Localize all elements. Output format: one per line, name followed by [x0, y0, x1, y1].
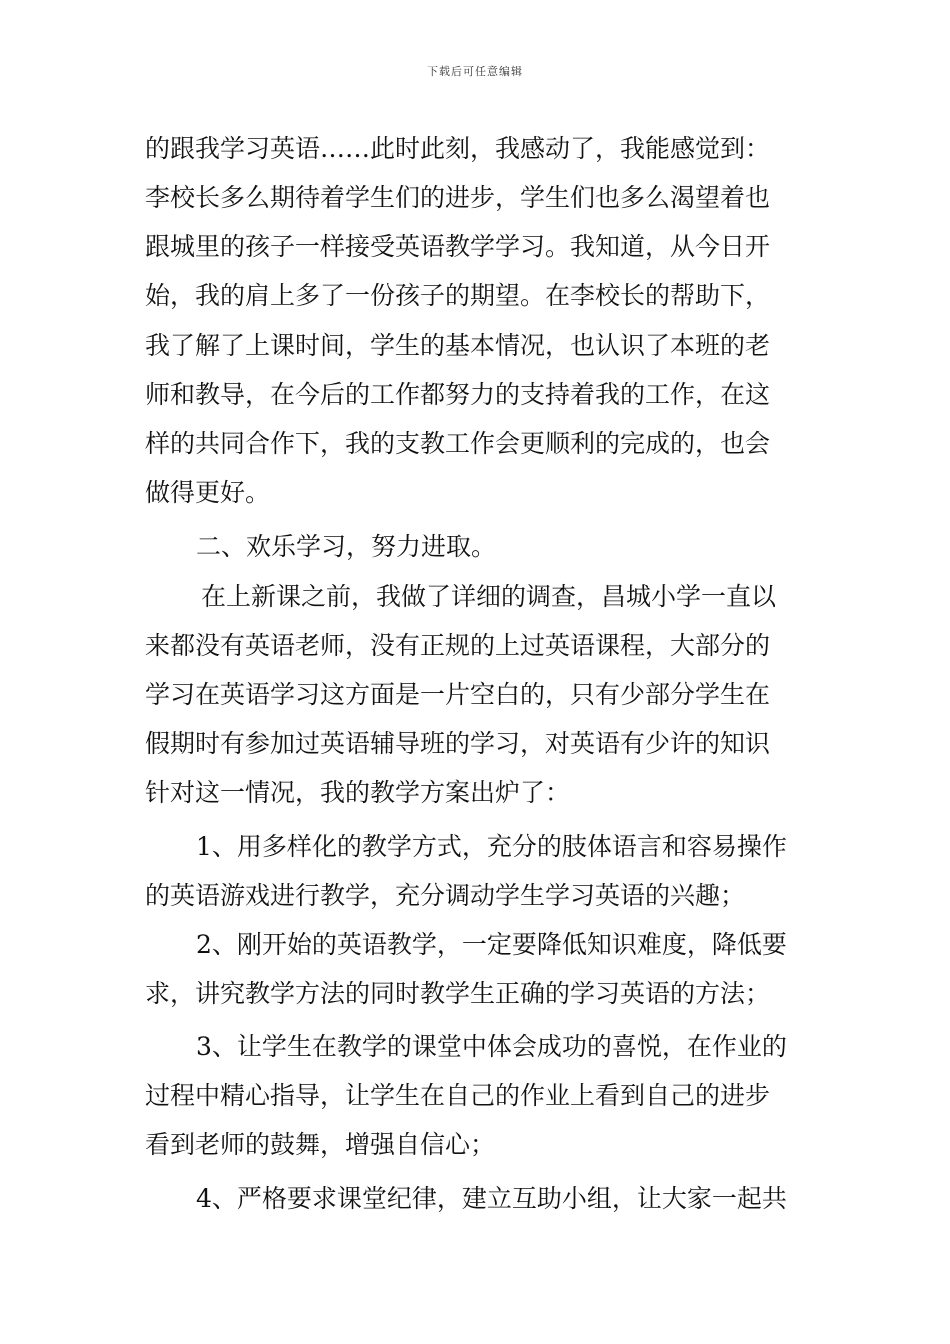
text-line: 的英语游戏进行教学，充分调动学生学习英语的兴趣； — [145, 881, 746, 910]
text-line: 我了解了上课时间，学生的基本情况，也认识了本班的老 — [145, 331, 771, 360]
text-line: 始，我的肩上多了一份孩子的期望。在李校长的帮助下， — [145, 281, 771, 310]
text-line: 样的共同合作下，我的支教工作会更顺利的完成的，也会 — [145, 429, 771, 458]
text-line: 求，讲究教学方法的同时教学生正确的学习英语的方法； — [145, 979, 771, 1008]
text-line: 李校长多么期待着学生们的进步，学生们也多么渴望着也 — [145, 183, 771, 212]
text-line: 在上新课之前，我做了详细的调查，昌城小学一直以 — [201, 582, 777, 611]
text-line: 过程中精心指导，让学生在自己的作业上看到自己的进步 — [145, 1081, 771, 1110]
text-line: 假期时有参加过英语辅导班的学习，对英语有少许的知识 — [145, 729, 771, 758]
text-line: 师和教导，在今后的工作都努力的支持着我的工作，在这 — [145, 380, 771, 409]
section-heading: 二、欢乐学习，努力进取。 — [196, 532, 497, 561]
list-item-3: 3、让学生在教学的课堂中体会成功的喜悦，在作业的 — [196, 1032, 787, 1061]
text-line: 看到老师的鼓舞，增强自信心； — [145, 1130, 496, 1159]
text-line: 跟城里的孩子一样接受英语教学学习。我知道，从今日开 — [145, 232, 771, 261]
list-item-4: 4、严格要求课堂纪律，建立互助小组，让大家一起共 — [196, 1184, 787, 1213]
text-line: 的跟我学习英语……此时此刻，我感动了，我能感觉到： — [145, 134, 771, 163]
list-item-2: 2、刚开始的英语教学，一定要降低知识难度，降低要 — [196, 930, 787, 959]
text-line: 做得更好。 — [145, 478, 271, 507]
page-header-note: 下载后可任意编辑 — [427, 65, 523, 78]
text-line: 学习在英语学习这方面是一片空白的，只有少部分学生在 — [145, 680, 771, 709]
text-line: 针对这一情况，我的教学方案出炉了： — [145, 778, 571, 807]
text-line: 来都没有英语老师，没有正规的上过英语课程，大部分的 — [145, 631, 771, 660]
list-item-1: 1、用多样化的教学方式，充分的肢体语言和容易操作 — [196, 832, 787, 861]
